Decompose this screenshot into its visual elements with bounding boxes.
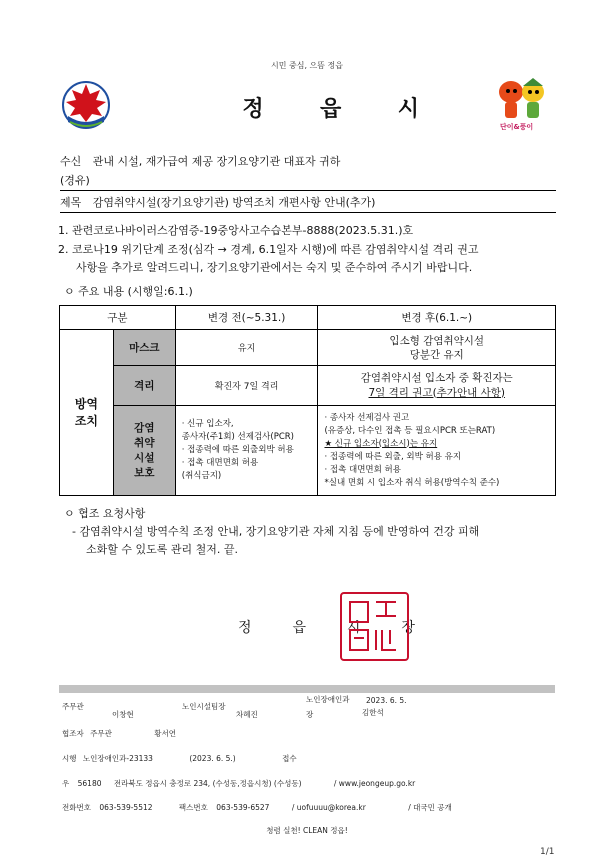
contact-line xyxy=(62,802,452,813)
fax-number: 063-539-6527 xyxy=(216,803,270,812)
director-label-2: 장 xyxy=(306,710,314,719)
section-chief-label: 노인시설팀장 xyxy=(182,702,226,711)
mask-after-line: 당분간 유지 xyxy=(409,348,464,361)
row-label-protection xyxy=(113,406,175,496)
isolation-after-line: 감염취약시설 입소자 중 확진자는 xyxy=(360,371,513,384)
enforce-line xyxy=(62,753,297,764)
divider xyxy=(60,190,556,191)
protection-after-line: ★ 신규 입소자(입소시)는 유지 xyxy=(324,438,438,449)
recipient: 관내 시설, 재가급여 제공 장기요양기관 대표자 귀하 xyxy=(92,155,341,168)
fax-label: 팩스번호 xyxy=(178,803,208,812)
signature-char: 장 xyxy=(401,620,415,636)
mask-after xyxy=(318,330,556,366)
protection-before-line: · 접종력에 따른 외출외박 허용 xyxy=(181,445,294,455)
group-label xyxy=(60,330,114,496)
recipient-label: 수신 xyxy=(60,155,82,168)
subject-line xyxy=(60,194,375,210)
phone-label: 전화번호 xyxy=(62,803,91,812)
mask-after-line: 입소형 감염취약시설 xyxy=(389,334,485,347)
header-before: 변경 전(~5.31.) xyxy=(175,306,318,330)
protection-after-line: · 접종력에 따른 외출, 외박 허용 유지 xyxy=(324,451,462,462)
postal-label: 우 xyxy=(62,779,70,788)
slogan: 시민 중심, 으뜸 정읍 xyxy=(271,61,343,70)
protection-after-line: · 종사자 선제검사 권고 xyxy=(324,412,410,423)
enforce-date: (2023. 6. 5.) xyxy=(189,754,236,763)
signature-char: 읍 xyxy=(292,620,306,636)
postal-address: 전라북도 정읍시 충정로 234, (수성동,정읍시청) (수성동) xyxy=(113,779,302,788)
measures-table xyxy=(59,305,556,496)
main-content-heading: ㅇ 주요 내용 (시행일:6.1.) xyxy=(64,285,193,298)
protection-before xyxy=(175,406,318,496)
email-link[interactable]: / uofuuuu@korea.kr xyxy=(291,803,366,812)
body-item-2-line-1: 2. 코로나19 위기단계 조정(심각 → 경계, 6.1일자 시행)에 따른 감염취약시설 격리 권고 xyxy=(58,243,479,256)
director-name: 김한석 xyxy=(362,708,384,717)
clean-slogan: 청렴 실천! CLEAN 정읍! xyxy=(266,826,348,835)
header-after: 변경 후(6.1.~) xyxy=(318,306,556,330)
postal-line xyxy=(62,778,415,789)
org-title-char-1: 정 xyxy=(242,97,264,122)
postal-code: 56180 xyxy=(77,779,102,788)
protection-label-line: 취약 xyxy=(134,436,155,449)
phone-number: 063-539-5512 xyxy=(99,803,153,812)
director-date: 2023. 6. 5. xyxy=(366,696,407,705)
disclosure: / 대국민 공개 xyxy=(408,803,452,812)
protection-label-line: 시설 xyxy=(134,451,155,464)
protection-before-line: 종사자(주1회) 선제검사(PCR) xyxy=(181,432,294,442)
mascot-icon xyxy=(493,76,551,122)
city-emblem-icon xyxy=(60,78,112,130)
group-label-line: 조치 xyxy=(74,413,99,428)
recipient-line xyxy=(60,153,340,169)
homepage-link[interactable]: / www.jeongeup.go.kr xyxy=(333,779,416,788)
group-label-line: 방역 xyxy=(74,396,99,411)
protection-after-line: *실내 면회 시 입소자 취식 허용(방역수칙 준수) xyxy=(324,477,500,488)
cooperator-line xyxy=(62,728,176,739)
official-seal-icon xyxy=(340,592,409,661)
section-chief-name: 차혜진 xyxy=(236,710,258,719)
cooperation-line-2: 소화할 수 있도록 관리 철저. 끝. xyxy=(86,543,238,556)
row-label-mask: 마스크 xyxy=(113,330,175,366)
drafter-name: 이창현 xyxy=(112,710,134,719)
body-item-1: 1. 관련코로나바이러스감염증-19중앙사고수습본부-8888(2023.5.31.)호 xyxy=(58,224,414,237)
row-label-isolation: 격리 xyxy=(113,366,175,406)
organization-title xyxy=(218,92,443,123)
isolation-after-line: 7일 격리 권고(추가안내 사항) xyxy=(368,386,505,399)
protection-label-line: 보호 xyxy=(134,466,155,479)
protection-after xyxy=(318,406,556,496)
subject: 감염취약시설(장기요양기관) 방역조치 개편사항 안내(추가) xyxy=(92,196,376,209)
receive-label: 접수 xyxy=(282,754,297,763)
footer-bar xyxy=(59,685,555,693)
drafter-label: 주무관 xyxy=(62,702,84,711)
signature-char: 정 xyxy=(238,620,252,636)
via: (경유) xyxy=(60,174,90,187)
director-label-1: 노인장애인과 xyxy=(306,695,350,704)
cooperation-title: ㅇ 협조 요청사항 xyxy=(64,507,146,520)
isolation-before: 확진자 7일 격리 xyxy=(175,366,318,406)
page-number: 1/1 xyxy=(540,847,555,857)
isolation-after xyxy=(318,366,556,406)
subject-label: 제목 xyxy=(60,196,82,209)
org-title-char-3: 시 xyxy=(397,97,419,122)
enforce-label: 시행 xyxy=(62,754,77,763)
signature-char: 시 xyxy=(346,620,361,636)
cooperation-line-1: - 감염취약시설 방역수칙 조정 안내, 장기요양기관 자체 지침 등에 반영하여 건강 피해 xyxy=(72,525,480,538)
enforce-number: 노인장애인과-23133 xyxy=(82,754,153,763)
protection-before-line: (취식금지) xyxy=(181,471,222,481)
protection-after-line: (유증상, 다수인 접촉 등 필요시PCR 또는RAT) xyxy=(324,425,496,436)
header-category: 구분 xyxy=(60,306,176,330)
org-title-char-2: 읍 xyxy=(320,97,342,122)
cooperator-role: 주무관 xyxy=(90,729,112,738)
body-item-2-line-2: 사항을 추가로 알려드리니, 장기요양기관에서는 숙지 및 준수하여 주시기 바랍니다. xyxy=(76,261,473,274)
protection-before-line: · 신규 입소자, xyxy=(181,419,234,429)
mascot-caption: 단이&풍이 xyxy=(500,123,534,131)
mask-before: 유지 xyxy=(175,330,318,366)
divider xyxy=(60,212,556,213)
protection-label-line: 감염 xyxy=(134,421,155,434)
cooperator-label: 협조자 xyxy=(62,729,84,738)
cooperator-name: 황서연 xyxy=(154,729,177,738)
protection-before-line: · 접촉 대면면회 허용 xyxy=(181,458,259,468)
protection-after-line: · 접촉 대면면회 허용 xyxy=(324,464,401,475)
